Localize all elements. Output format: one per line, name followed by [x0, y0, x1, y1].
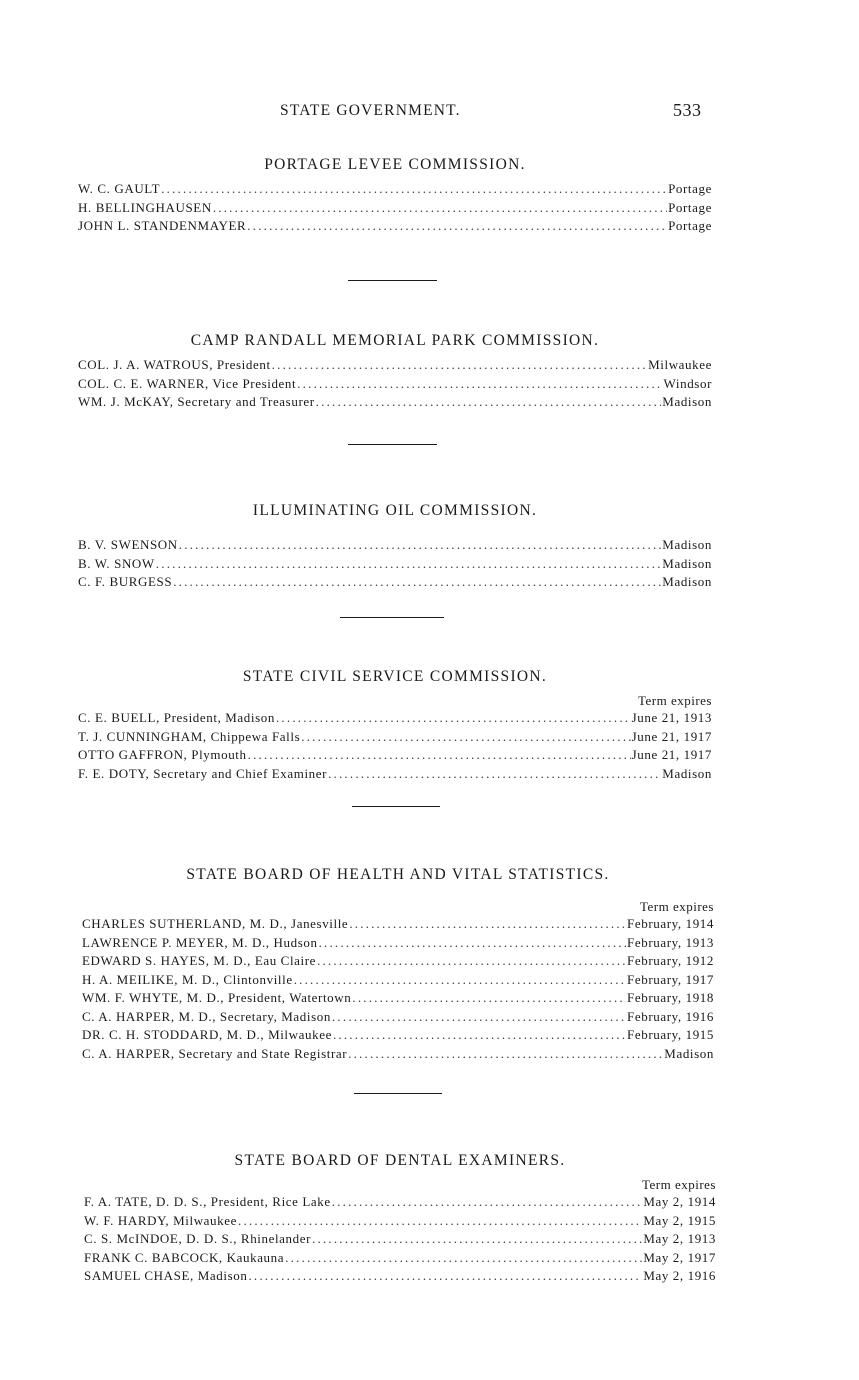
member-entry: [84, 1249, 716, 1268]
member-name: T. J. CUNNINGHAM, Chippewa Falls: [78, 728, 301, 744]
member-location: Madison: [662, 765, 712, 781]
member-entry: [82, 1045, 714, 1064]
section-title: PORTAGE LEVEE COMMISSION.: [264, 156, 526, 173]
term-expiry: May 2, 1915: [643, 1212, 716, 1228]
member-name: FRANK C. BABCOCK, Kaukauna: [84, 1249, 285, 1265]
member-name: OTTO GAFFRON, Plymouth: [78, 747, 247, 762]
member-location: Madison: [664, 1045, 714, 1061]
dot-leader: [248, 746, 631, 765]
term-expiry: May 2, 1916: [643, 1268, 716, 1283]
member-entry: [78, 728, 712, 747]
term-expiry: February, 1916: [627, 1008, 714, 1024]
member-location: Portage: [668, 218, 712, 233]
section-camp-randall-memorial-park-commission: [78, 330, 712, 412]
member-name: COL. J. A. WATROUS, President: [78, 357, 271, 372]
member-location: Portage: [668, 181, 712, 196]
section-state-board-of-health-and-vital-statistics: [82, 864, 714, 1063]
member-entry: [84, 1193, 716, 1212]
member-name: SAMUEL CHASE, Madison: [84, 1268, 248, 1283]
term-expiry: February, 1918: [627, 990, 714, 1005]
dot-leader: [348, 1045, 663, 1064]
dot-leader: [276, 709, 631, 728]
member-location: Madison: [662, 555, 712, 571]
member-name: EDWARD S. HAYES, M. D., Eau Claire: [82, 953, 317, 968]
term-expiry: February, 1915: [627, 1027, 714, 1042]
dot-leader: [294, 971, 626, 990]
dot-leader: [316, 393, 662, 412]
member-entry: [82, 952, 714, 971]
dot-leader: [319, 934, 626, 953]
page-header: [0, 102, 859, 126]
term-expires-header: Term expires: [639, 899, 714, 914]
member-name: C. F. BURGESS: [78, 574, 173, 589]
term-expires-header: Term expires: [637, 693, 712, 708]
section-title: CAMP RANDALL MEMORIAL PARK COMMISSION.: [190, 332, 600, 349]
member-entry: [82, 971, 714, 990]
section-divider: [348, 280, 437, 281]
section-title: STATE BOARD OF DENTAL EXAMINERS.: [234, 1152, 566, 1169]
term-expiry: May 2, 1913: [643, 1231, 716, 1246]
member-name: H. A. MEILIKE, M. D., Clintonville: [82, 971, 293, 987]
dot-leader: [301, 728, 630, 747]
member-entry: [82, 989, 714, 1008]
dot-leader: [238, 1212, 642, 1231]
dot-leader: [333, 1026, 626, 1045]
member-name: C. A. HARPER, M. D., Secretary, Madison: [82, 1008, 331, 1024]
dot-leader: [156, 555, 662, 574]
dot-leader: [285, 1249, 642, 1268]
page-number: 533: [673, 100, 702, 120]
member-entry: [78, 765, 712, 784]
dot-leader: [213, 199, 667, 218]
member-entry: [78, 199, 712, 218]
member-entry: [78, 536, 712, 555]
dot-leader: [349, 915, 626, 934]
term-expiry: February, 1912: [627, 953, 714, 968]
dot-leader: [272, 356, 647, 375]
member-location: Madison: [662, 574, 712, 589]
member-name: W. C. GAULT: [78, 181, 161, 196]
member-name: C. E. BUELL, President, Madison: [78, 710, 275, 725]
member-name: F. A. TATE, D. D. S., President, Rice Lake: [84, 1194, 331, 1209]
member-name: WM. F. WHYTE, M. D., President, Watertown: [82, 990, 352, 1005]
member-entry: [78, 217, 712, 236]
member-entry: [78, 709, 712, 728]
dot-leader: [248, 1267, 642, 1286]
dot-leader: [173, 573, 661, 592]
section-divider: [354, 1093, 442, 1094]
dot-leader: [332, 1008, 626, 1027]
member-location: Madison: [662, 394, 712, 409]
member-location: Madison: [662, 537, 712, 552]
section-illuminating-oil-commission: [78, 500, 712, 592]
member-entry: [84, 1230, 716, 1249]
dot-leader: [332, 1193, 643, 1212]
term-expiry: February, 1917: [627, 971, 714, 987]
member-entry: [78, 573, 712, 592]
section-title: STATE BOARD OF HEALTH AND VITAL STATISTICS.: [186, 866, 610, 883]
running-title: STATE GOVERNMENT.: [280, 102, 461, 119]
member-entry: [84, 1212, 716, 1231]
section-state-civil-service-commission: [78, 666, 712, 783]
member-entry: [78, 180, 712, 199]
member-entry: [82, 934, 714, 953]
dot-leader: [179, 536, 662, 555]
member-entry: [78, 356, 712, 375]
dot-leader: [352, 989, 626, 1008]
term-expiry: June 21, 1917: [631, 728, 712, 744]
member-entry: [82, 915, 714, 934]
member-entry: [82, 1008, 714, 1027]
member-location: Windsor: [663, 375, 712, 391]
member-name: B. W. SNOW: [78, 555, 155, 571]
member-name: C. S. McINDOE, D. D. S., Rhinelander: [84, 1231, 312, 1246]
section-divider: [340, 617, 444, 618]
member-entry: [78, 555, 712, 574]
term-expiry: February, 1914: [627, 916, 714, 931]
dot-leader: [161, 180, 667, 199]
section-title: STATE CIVIL SERVICE COMMISSION.: [242, 668, 548, 685]
dot-leader: [297, 375, 662, 394]
member-entry: [82, 1026, 714, 1045]
term-expiry: May 2, 1914: [643, 1194, 716, 1209]
term-expiry: June 21, 1917: [631, 747, 712, 762]
member-name: COL. C. E. WARNER, Vice President: [78, 375, 297, 391]
section-portage-levee-commission: [78, 154, 712, 236]
member-location: Milwaukee: [648, 357, 712, 372]
member-name: LAWRENCE P. MEYER, M. D., Hudson: [82, 934, 318, 950]
term-expiry: February, 1913: [627, 934, 714, 950]
member-name: WM. J. McKAY, Secretary and Treasurer: [78, 394, 315, 409]
member-name: C. A. HARPER, Secretary and State Registrar: [82, 1045, 348, 1061]
section-title: ILLUMINATING OIL COMMISSION.: [252, 502, 538, 519]
member-entry: [78, 375, 712, 394]
member-entry: [84, 1267, 716, 1286]
member-name: DR. C. H. STODDARD, M. D., Milwaukee: [82, 1027, 332, 1042]
dot-leader: [312, 1230, 642, 1249]
member-name: B. V. SWENSON: [78, 537, 178, 552]
dot-leader: [247, 217, 667, 236]
section-divider: [352, 806, 440, 807]
member-name: W. F. HARDY, Milwaukee: [84, 1212, 237, 1228]
term-expires-header: Term expires: [641, 1177, 716, 1192]
member-name: CHARLES SUTHERLAND, M. D., Janesville: [82, 916, 349, 931]
member-name: F. E. DOTY, Secretary and Chief Examiner: [78, 765, 328, 781]
member-name: JOHN L. STANDENMAYER: [78, 218, 247, 233]
member-entry: [78, 746, 712, 765]
member-entry: [78, 393, 712, 412]
member-name: H. BELLINGHAUSEN: [78, 199, 212, 215]
dot-leader: [317, 952, 626, 971]
term-expiry: May 2, 1917: [643, 1249, 716, 1265]
dot-leader: [328, 765, 661, 784]
section-divider: [348, 444, 437, 445]
term-expiry: June 21, 1913: [631, 710, 712, 725]
section-state-board-of-dental-examiners: [84, 1150, 716, 1286]
member-location: Portage: [668, 199, 712, 215]
